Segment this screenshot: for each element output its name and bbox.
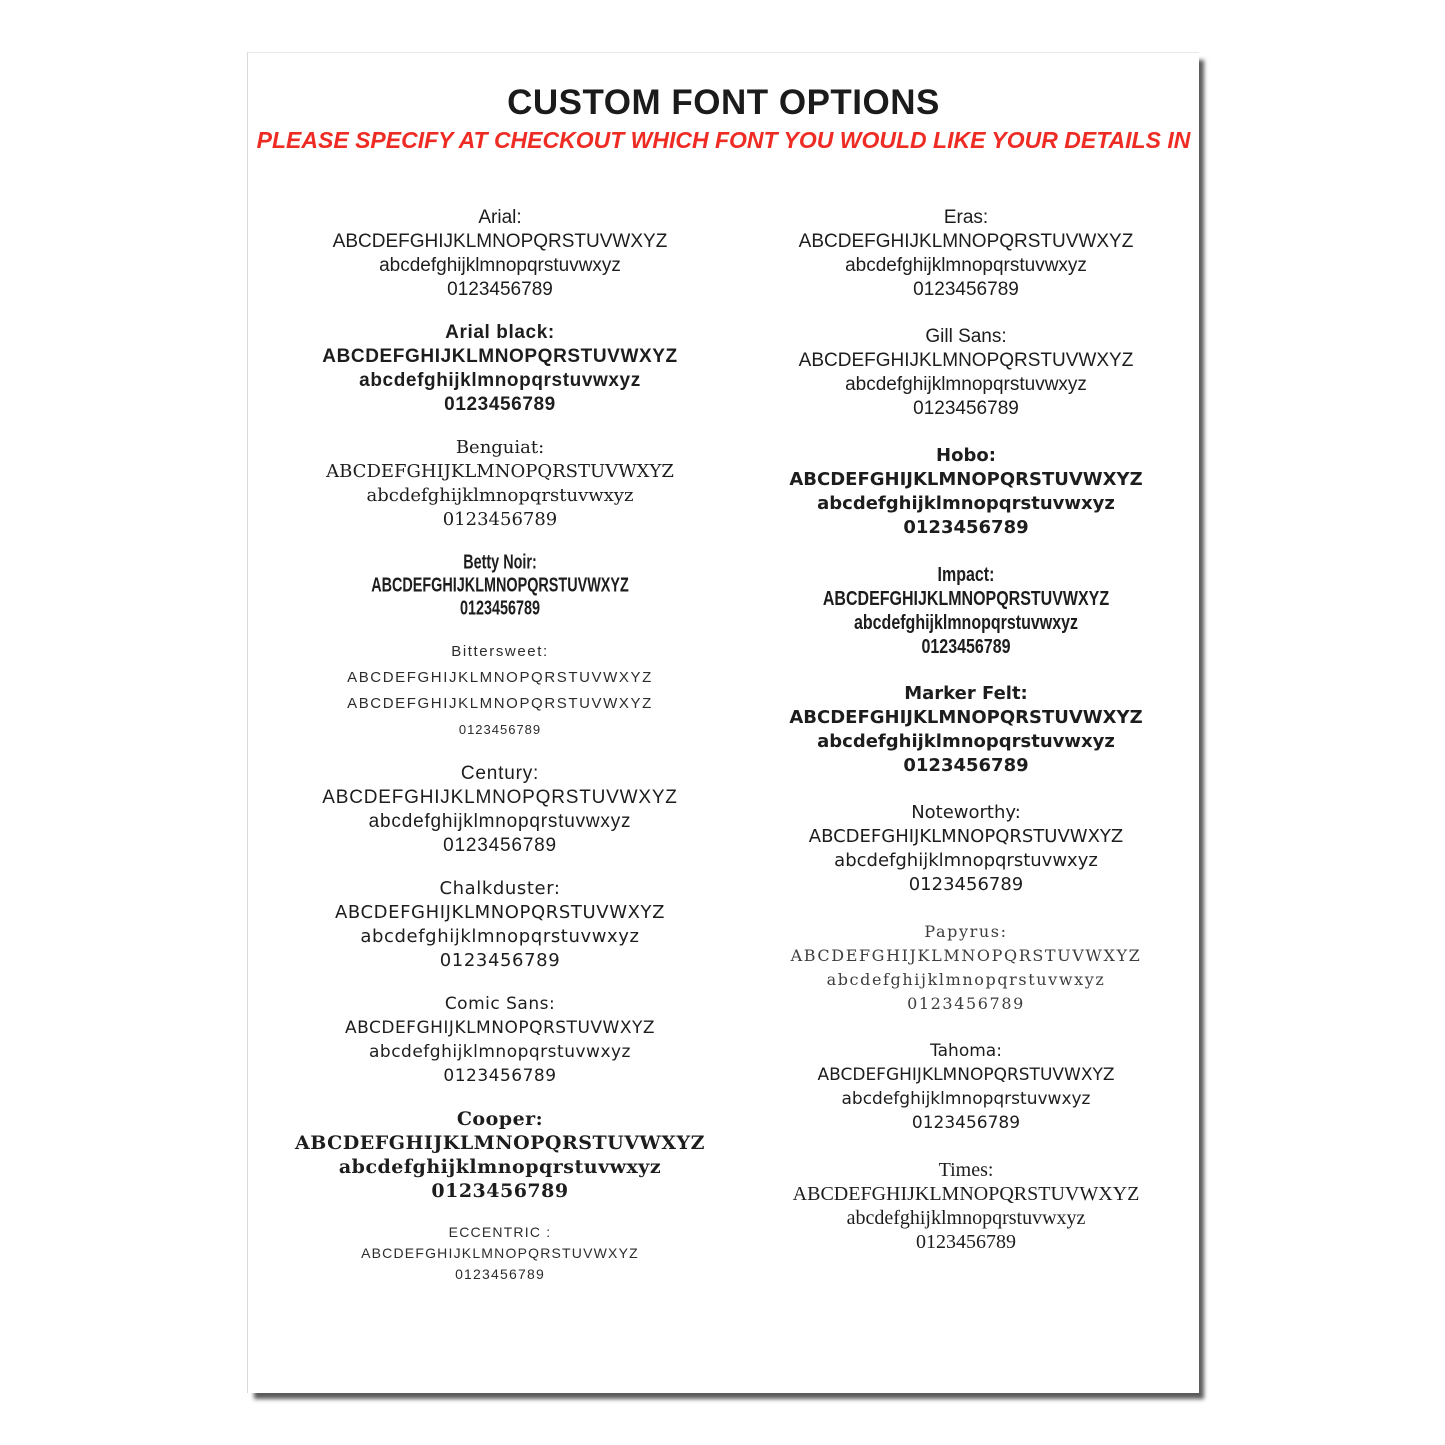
font-specimen-line: ABCDEFGHIJKLMNOPQRSTUVWXYZ: [371, 573, 629, 597]
font-sample-benguiat: [270, 436, 730, 532]
font-specimen-line: ABCDEFGHIJKLMNOPQRSTUVWXYZ: [322, 787, 678, 808]
font-name-label: Benguiat:: [455, 437, 545, 458]
font-sample-chalkduster: [270, 877, 730, 973]
font-specimen-line: ABCDEFGHIJKLMNOPQRSTUVWXYZ: [334, 902, 666, 923]
font-specimen-line: 0123456789: [907, 994, 1025, 1013]
font-specimen-line: abcdefghijklmnopqrstuvwxyz: [834, 850, 1098, 871]
font-name-label: Arial:: [478, 207, 522, 228]
font-sample-hobo: [736, 444, 1196, 540]
font-specimen-line: ABCDEFGHIJKLMNOPQRSTUVWXYZ: [792, 1183, 1140, 1205]
font-specimen-line: ABCDEFGHIJKLMNOPQRSTUVWXYZ: [347, 669, 653, 686]
font-sample-bittersweet: [270, 639, 730, 743]
font-specimen-line: 0123456789: [443, 1066, 557, 1086]
font-specimen-line: ABCDEFGHIJKLMNOPQRSTUVWXYZ: [798, 231, 1134, 252]
font-specimen-line: 0123456789: [903, 755, 1029, 776]
font-name-label: Chalkduster:: [439, 878, 561, 899]
font-name-label: ECCENTRIC :: [448, 1224, 552, 1240]
font-name-label: Noteworthy:: [911, 802, 1021, 823]
font-specimen-line: 0123456789: [908, 874, 1024, 895]
page-subtitle: PLEASE SPECIFY AT CHECKOUT WHICH FONT YOU WOULD LIKE YOUR DETAILS IN: [256, 127, 1191, 153]
font-name-label: Century:: [460, 763, 540, 784]
font-specimen-line: 0123456789: [443, 835, 557, 856]
font-sample-impact: [736, 563, 1196, 659]
font-sample-comicsans: [270, 992, 730, 1088]
font-specimen-line: ABCDEFGHIJKLMNOPQRSTUVWXYZ: [789, 469, 1143, 490]
font-specimen-line: 0123456789: [442, 509, 558, 530]
font-specimen-line: 0123456789: [455, 1266, 545, 1282]
font-name-label: Impact:: [937, 564, 995, 586]
font-specimen-line: abcdefghijklmnopqrstuvwxyz: [817, 731, 1115, 752]
font-specimen-line: 0123456789: [439, 950, 561, 971]
font-specimen-line: 0123456789: [444, 394, 556, 415]
page-title: CUSTOM FONT OPTIONS: [507, 83, 940, 122]
font-specimen-line: abcdefghijklmnopqrstuvwxyz: [846, 1207, 1086, 1229]
font-sample-eccentric: [270, 1222, 730, 1285]
font-specimen-line: abcdefghijklmnopqrstuvwxyz: [379, 255, 621, 276]
font-specimen-line: 0123456789: [431, 1180, 569, 1202]
font-specimen-line: abcdefghijklmnopqrstuvwxyz: [368, 811, 632, 832]
font-name-label: Times:: [938, 1159, 994, 1181]
font-sample-times: [736, 1158, 1196, 1254]
font-specimen-line: 0123456789: [447, 279, 553, 300]
font-specimen-line: 0123456789: [913, 279, 1019, 300]
font-name-label: Arial black:: [445, 322, 555, 343]
font-specimen-line: abcdefghijklmnopqrstuvwxyz: [845, 374, 1087, 395]
font-sample-bettynoir: [270, 551, 730, 620]
font-specimen-line: abcdefghijklmnopqrstuvwxyz: [359, 370, 641, 391]
font-specimen-line: abcdefghijklmnopqrstuvwxyz: [845, 255, 1087, 276]
font-specimen-line: 0123456789: [916, 1231, 1016, 1253]
font-sample-gillsans: [736, 325, 1196, 421]
font-name-label: Marker Felt:: [904, 683, 1028, 704]
font-specimen-line: ABCDEFGHIJKLMNOPQRSTUVWXYZ: [322, 346, 678, 367]
font-specimen-line: abcdefghijklmnopqrstuvwxyz: [338, 1156, 662, 1178]
font-specimen-line: ABCDEFGHIJKLMNOPQRSTUVWXYZ: [347, 695, 653, 712]
font-name-label: Hobo:: [936, 445, 996, 466]
font-specimen-line: ABCDEFGHIJKLMNOPQRSTUVWXYZ: [295, 1132, 705, 1154]
font-column-left: [270, 206, 730, 1304]
font-sample-markerfelt: [736, 682, 1196, 778]
font-specimen-line: 0123456789: [913, 398, 1019, 419]
font-specimen-line: ABCDEFGHIJKLMNOPQRSTUVWXYZ: [789, 707, 1143, 728]
font-specimen-line: ABCDEFGHIJKLMNOPQRSTUVWXYZ: [808, 826, 1124, 847]
font-name-label: Cooper:: [456, 1108, 544, 1130]
font-sample-arialblack: [270, 321, 730, 417]
font-specimen-line: 0123456789: [911, 1113, 1021, 1133]
font-specimen-line: 0123456789: [921, 636, 1011, 658]
font-sample-noteworthy: [736, 801, 1196, 897]
font-specimen-line: ABCDEFGHIJKLMNOPQRSTUVWXYZ: [332, 231, 668, 252]
font-specimen-line: abcdefghijklmnopqrstuvwxyz: [826, 970, 1106, 989]
font-name-label: Bittersweet:: [451, 643, 549, 660]
font-specimen-line: 0123456789: [458, 722, 542, 737]
font-name-label: Papyrus:: [924, 922, 1008, 941]
font-specimen-line: abcdefghijklmnopqrstuvwxyz: [841, 1089, 1091, 1109]
font-name-label: Comic Sans:: [444, 994, 556, 1014]
font-columns: [270, 206, 1199, 1304]
font-sample-tahoma: [736, 1039, 1196, 1135]
font-name-label: Tahoma:: [930, 1041, 1002, 1061]
font-specimen-line: 0123456789: [903, 517, 1029, 538]
font-column-right: [736, 206, 1196, 1304]
font-sample-arial: [270, 206, 730, 302]
document-page: [247, 52, 1199, 1393]
font-specimen-line: abcdefghijklmnopqrstuvwxyz: [853, 612, 1079, 634]
font-specimen-line: abcdefghijklmnopqrstuvwxyz: [369, 1042, 631, 1062]
font-sample-cooper: [270, 1107, 730, 1203]
font-specimen-line: 0123456789: [459, 596, 541, 620]
font-specimen-line: ABCDEFGHIJKLMNOPQRSTUVWXYZ: [798, 350, 1134, 371]
font-sample-eras: [736, 206, 1196, 302]
font-specimen-line: ABCDEFGHIJKLMNOPQRSTUVWXYZ: [817, 1065, 1115, 1085]
font-specimen-line: ABCDEFGHIJKLMNOPQRSTUVWXYZ: [361, 1245, 639, 1261]
font-specimen-line: abcdefghijklmnopqrstuvwxyz: [366, 485, 634, 506]
font-name-label: Betty Noir:: [463, 550, 537, 574]
font-sample-papyrus: [736, 920, 1196, 1016]
font-specimen-line: abcdefghijklmnopqrstuvwxyz: [360, 926, 640, 947]
font-specimen-line: ABCDEFGHIJKLMNOPQRSTUVWXYZ: [790, 946, 1142, 965]
font-specimen-line: abcdefghijklmnopqrstuvwxyz: [817, 493, 1115, 514]
font-specimen-line: ABCDEFGHIJKLMNOPQRSTUVWXYZ: [344, 1018, 656, 1038]
font-name-label: Eras:: [943, 207, 989, 228]
font-name-label: Gill Sans:: [925, 326, 1007, 347]
font-specimen-line: ABCDEFGHIJKLMNOPQRSTUVWXYZ: [822, 588, 1110, 610]
font-sample-century: [270, 762, 730, 858]
font-specimen-line: ABCDEFGHIJKLMNOPQRSTUVWXYZ: [326, 461, 674, 482]
